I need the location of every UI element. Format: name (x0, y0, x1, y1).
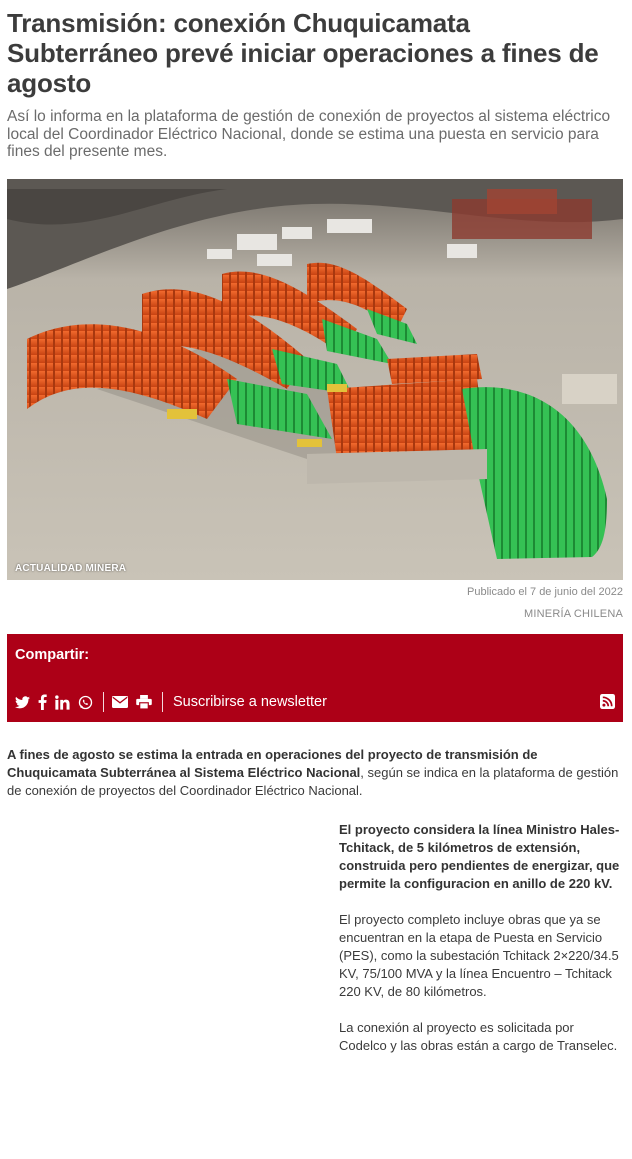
article-lead (7, 746, 623, 800)
aside-paragraph-2: El proyecto completo incluye obras que ya se encuentran en la etapa de Puesta en Servicio (PES), como la subestación Tchitack 2×220/34.5 KV, 75/100 MVA y la línea Encuentro – Tchitack 220 KV, de 80 kilómetros. (339, 912, 619, 999)
ventilation-fans-photo (7, 179, 623, 580)
share-bar (7, 634, 623, 722)
article-source: MINERÍA CHILENA (524, 608, 623, 620)
lead-rest: , según se indica en la plataforma de gestión de conexión de proyectos del Coordinador Eléctrico Nacional. (7, 765, 619, 798)
article-photo[interactable] (7, 179, 623, 580)
print-icon[interactable] (136, 695, 152, 709)
aside-paragraph-1: El proyecto considera la línea Ministro Hales-Tchitack, de 5 kilómetros de extensión, construida pero pendientes de energizar, que permite la configuracion en anillo de 220 kV. (339, 822, 620, 891)
article-title: Transmisión: conexión Chuquicamata Subterráneo prevé iniciar operaciones a fines de agosto (7, 8, 599, 98)
aside-paragraph-3: La conexión al proyecto es solicitada por Codelco y las obras están a cargo de Transelec. (339, 1020, 618, 1053)
facebook-icon[interactable] (38, 694, 47, 710)
separator (162, 692, 163, 712)
linkedin-icon[interactable] (55, 695, 70, 710)
rss-icon[interactable] (600, 694, 615, 714)
publish-date: Publicado el 7 de junio del 2022 (467, 586, 623, 598)
separator (103, 692, 104, 712)
lead-bold: A fines de agosto se estima la entrada en operaciones del proyecto de transmisión de Chuquicamata Subterránea al Sistema Eléctrico Nacional (7, 747, 538, 780)
share-label: Compartir: (15, 647, 90, 663)
photo-credit: ACTUALIDAD MINERA (15, 563, 127, 574)
twitter-icon[interactable] (15, 696, 30, 709)
whatsapp-icon[interactable] (78, 695, 93, 710)
email-icon[interactable] (112, 696, 128, 708)
share-icons (15, 692, 327, 712)
article-aside (339, 821, 625, 1073)
article-subtitle: Así lo informa en la plataforma de gestión de conexión de proyectos al sistema eléctrico local del Coordinador Eléctrico Nacional, donde se estima una puesta en servicio para fines del presente mes. (7, 108, 611, 160)
newsletter-link[interactable]: Suscribirse a newsletter (173, 694, 327, 710)
